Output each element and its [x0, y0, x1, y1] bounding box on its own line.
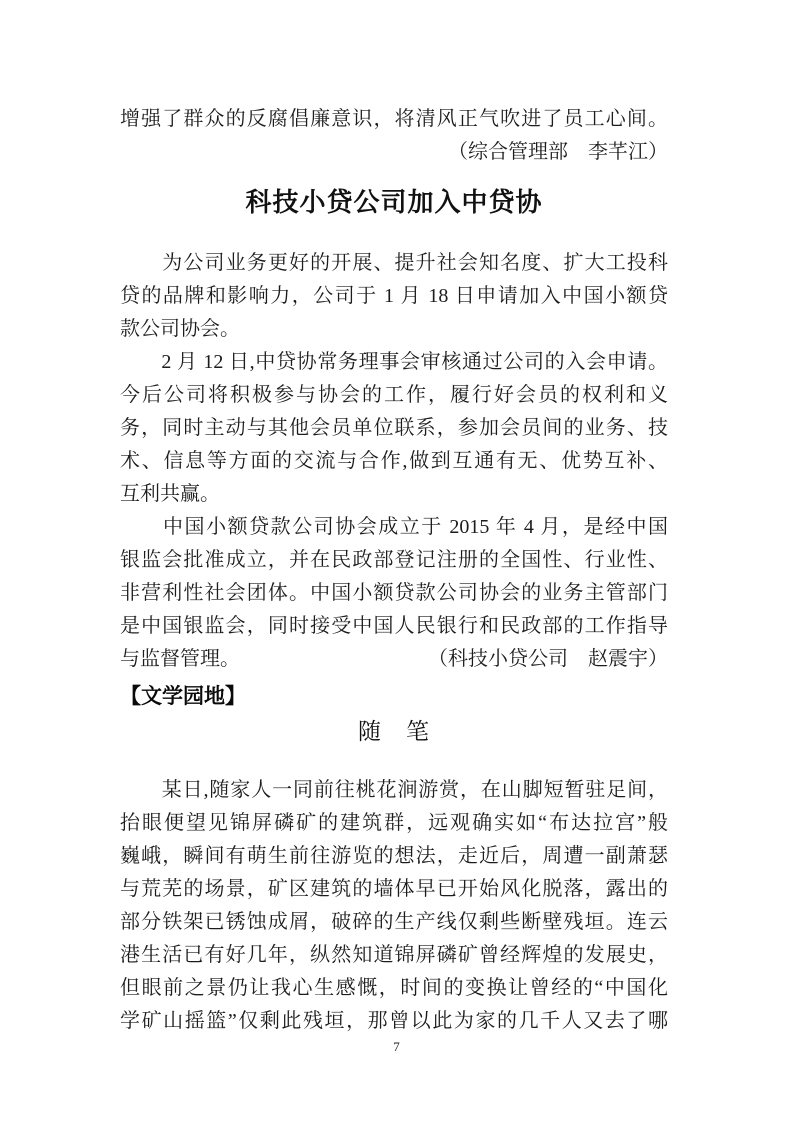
- text-line: 中国小额贷款公司协会成立于 2015 年 4 月，是经中国: [120, 516, 668, 538]
- text-line: 贷的品牌和影响力，公司于 1 月 18 日申请加入中国小额贷: [120, 285, 668, 307]
- paragraph-justified-lines: [120, 774, 668, 1038]
- paragraph-justified-lines: [120, 346, 668, 478]
- essay-paragraph: [120, 774, 668, 1038]
- text-line: 为公司业务更好的开展、提升社会知名度、扩大工投科: [120, 252, 668, 274]
- text-line: 部分铁架已锈蚀成屑，破碎的生产线仅剩些断壁残垣。连云: [120, 911, 668, 933]
- paragraph-last-line-with-signature: [120, 643, 668, 676]
- article-title: 科技小贷公司加入中贷协: [245, 187, 543, 217]
- text-line: 今后公司将积极参与协会的工作，履行好会员的权利和义: [120, 384, 668, 406]
- text-line: 但眼前之景仍让我心生感慨，时间的变换让曾经的“中国化: [120, 977, 668, 999]
- text-line: 巍峨，瞬间有萌生前往游览的想法，走近后，周遭一副萧瑟: [120, 845, 668, 867]
- text-line: 非营利性社会团体。中国小额贷款公司协会的业务主管部门: [120, 582, 668, 604]
- text-line: 港生活已有好几年，纵然知道锦屏磷矿曾经辉煌的发展史，: [120, 944, 668, 966]
- prev-article-signature: （综合管理部 李芊江）: [448, 141, 668, 163]
- article-paragraph-3: [120, 511, 668, 676]
- paragraph-justified-lines: [120, 247, 668, 313]
- text-line: 抬眼便望见锦屏磷矿的建筑群，远观确实如“布达拉宫”般: [120, 812, 668, 834]
- text-line: 学矿山摇篮”仅剩此残垣，那曾以此为家的几千人又去了哪: [120, 1010, 668, 1032]
- text-line: 某日,随家人一同前往桃花涧游赏，在山脚短暂驻足间，: [120, 779, 668, 801]
- text-line: 2 月 12 日,中贷协常务理事会审核通过公司的入会申请。: [120, 351, 668, 373]
- paragraph-last-line: 款公司协会。: [120, 318, 240, 340]
- article-paragraph-2: [120, 346, 668, 511]
- text-line: 银监会批准成立，并在民政部登记注册的全国性、行业性、: [120, 549, 668, 571]
- text-line: 是中国银监会，同时接受中国人民银行和民政部的工作指导: [120, 615, 668, 637]
- paragraph-last-line: 与监督管理。: [120, 648, 240, 670]
- prev-article-closing-line: 增强了群众的反腐倡廉意识，将清风正气吹进了员工心间。: [120, 108, 668, 130]
- article-signature: （科技小贷公司 赵震宇）: [428, 648, 668, 670]
- text-line: 务，同时主动与其他会员单位联系，参加会员间的业务、技: [120, 417, 668, 439]
- page-number: 7: [393, 1039, 400, 1054]
- section-marker: 【文学园地】: [120, 684, 246, 708]
- paragraph-last-line: 互利共赢。: [120, 483, 220, 505]
- essay-title: 随 笔: [358, 718, 430, 744]
- text-line: 与荒芜的场景，矿区建筑的墙体早已开始风化脱落，露出的: [120, 878, 668, 900]
- article-paragraph-1: [120, 247, 668, 346]
- text-line: 术、信息等方面的交流与合作,做到互通有无、优势互补、: [120, 450, 668, 472]
- paragraph-justified-lines: [120, 511, 668, 643]
